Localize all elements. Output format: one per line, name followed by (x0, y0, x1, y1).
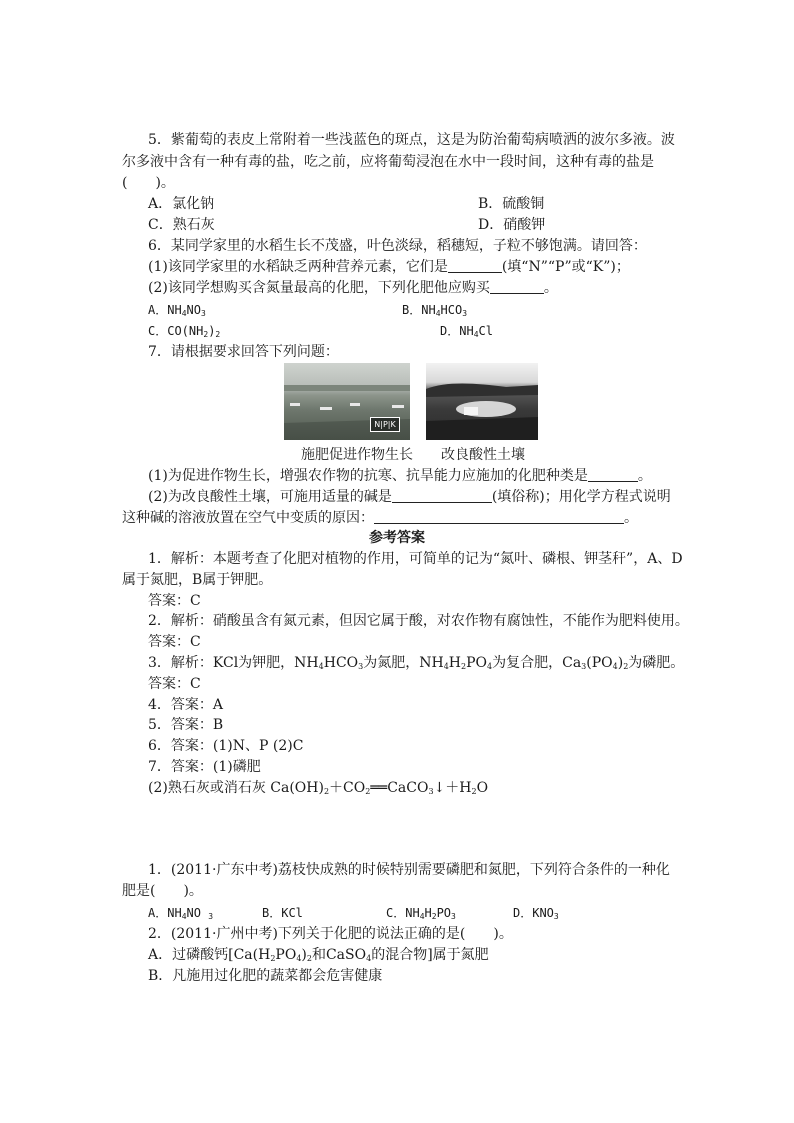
q6-stem: 6．某同学家里的水稻生长不茂盛，叶色淡绿，稻穗短，子粒不够饱满。请回答： (148, 238, 647, 254)
equation-text: ↓＋H (433, 780, 472, 796)
formula-text: H (424, 906, 432, 920)
q5-line2: 尔多液中含有一种有毒的盐，吃之前，应将葡萄浸泡在水中一段时间，这种有毒的盐是 (122, 154, 654, 170)
tree-line (426, 384, 538, 398)
subscript: 4 (318, 662, 324, 671)
subscript: 2 (270, 954, 276, 963)
q6-part1-text: (1)该同学家里的水稻缺乏两种营养元素，它们是 (148, 259, 448, 275)
field-ground (426, 417, 538, 440)
subscript: 3 (553, 912, 559, 921)
equation-text: O (476, 780, 489, 796)
answer-4: 4．答案：A (148, 697, 224, 713)
answer-text: H (448, 655, 462, 671)
subscript: 3 (581, 662, 587, 671)
subscript: 2 (323, 787, 330, 796)
subscript: 2 (215, 330, 221, 339)
option-text: PO (275, 947, 297, 963)
npk-sign: N|P|K (370, 417, 400, 432)
subscript: 2 (365, 787, 371, 796)
fertilizer-bag (290, 403, 300, 406)
answer-text: 为氮肥，NH (363, 655, 444, 671)
formula-text: D．NH (440, 324, 474, 338)
answer-5: 5．答案：B (148, 717, 224, 733)
answers-title: 参考答案 (369, 530, 425, 546)
subscript: 2 (471, 787, 477, 796)
subscript: 4 (443, 662, 449, 671)
formula-text: A．NH (148, 906, 182, 920)
q6-part2 (148, 278, 708, 298)
fertilizer-bag (392, 405, 404, 408)
q5-option-d: D．硝酸钾 (478, 217, 546, 233)
formula-text: C．NH (386, 906, 420, 920)
answer-text: 为复合肥，Ca (492, 655, 582, 671)
answer-7-equation (148, 778, 708, 798)
q6-part2-text: (2)该同学想购买含氮量最高的化肥，下列化肥他应购买 (148, 280, 490, 296)
subscript: 4 (366, 954, 372, 963)
formula-text: PO (436, 906, 452, 920)
answer-blank (448, 258, 502, 273)
part2-q1-option-c (386, 903, 516, 923)
subscript: 3 (428, 787, 434, 796)
answer-blank (392, 488, 492, 503)
q6-part2-end: 。 (543, 280, 558, 296)
q7-part1 (148, 466, 708, 486)
answer-text: HCO (323, 655, 359, 671)
q6-option-d (440, 321, 640, 341)
soil-improvement-photo (426, 363, 538, 440)
subscript: 4 (612, 662, 618, 671)
equation-text: ══CaCO (370, 780, 429, 796)
option-text: A．过磷酸钙[Ca(H (148, 947, 271, 963)
option-text: ) (301, 947, 307, 963)
subscript: 2 (203, 330, 209, 339)
q7-part2 (148, 487, 708, 507)
subscript: 2 (461, 662, 467, 671)
answer-2-result: 答案：C (148, 634, 201, 650)
part2-q1-option-d (513, 903, 613, 923)
answer-1-result: 答案：C (148, 593, 201, 609)
answer-text: ) (617, 655, 624, 671)
part2-q2-line1: 2．(2011·广州中考)下列关于化肥的说法正确的是( )。 (148, 926, 513, 942)
q7-part1-text: (1)为促进作物生长，增强农作物的抗寒、抗旱能力应施加的化肥种类是 (148, 468, 588, 484)
answer-3-line1 (148, 653, 708, 673)
q5-option-a: A．氯化钠 (148, 196, 215, 212)
subscript: 3 (462, 309, 468, 318)
q7-part3 (122, 508, 682, 528)
subscript: 4 (473, 330, 479, 339)
q5-line3: ( )。 (122, 175, 175, 191)
tree-line (284, 385, 410, 391)
answer-text: 3．解析：KCl为钾肥，NH (148, 655, 319, 671)
option-text: 的混合物]属于氮肥 (371, 947, 489, 963)
answer-7: 7．答案：(1)磷肥 (148, 759, 261, 775)
formula-text: NO (186, 906, 209, 920)
formula-text: HCO (440, 303, 463, 317)
subscript: 2 (306, 954, 312, 963)
answer-blank (374, 509, 624, 524)
q6-option-b (402, 300, 602, 320)
option-text: 和CaSO (311, 947, 367, 963)
subscript: 3 (358, 662, 364, 671)
q7-part2-hint: (填俗称)；用化学方程式说明 (491, 489, 671, 505)
subscript: 4 (296, 954, 302, 963)
q6-part1 (148, 257, 708, 277)
formula-text: D．KNO (513, 906, 554, 920)
fertilizer-bag (320, 407, 332, 410)
subscript: 3 (451, 912, 456, 921)
q5-option-c: C．熟石灰 (148, 217, 215, 233)
formula-text: A．NH (148, 303, 182, 317)
part2-q1-line1: 1．(2011·广东中考)荔枝快成熟的时候特别需要磷肥和氮肥，下列符合条件的一种化 (148, 862, 670, 878)
formula-text: ) (208, 324, 216, 338)
answer-text: PO (466, 655, 488, 671)
photo-caption-fertilizer: 施肥促进作物生长 (301, 447, 413, 463)
q5-option-b: B．硫酸铜 (478, 196, 545, 212)
q7-part1-end: 。 (637, 468, 652, 484)
q7-stem: 7．请根据要求回答下列问题： (148, 344, 339, 360)
answer-1-line2: 属于氮肥，B属于钾肥。 (122, 572, 273, 588)
fertilizer-field-photo (284, 363, 410, 440)
subscript: 4 (435, 309, 441, 318)
q7-part2-text: (2)为改良酸性土壤，可施用适量的碱是 (148, 489, 392, 505)
fertilizer-bag (350, 403, 360, 406)
subscript: 3 (208, 912, 214, 921)
formula-text: B．NH (402, 303, 436, 317)
answer-3-result: 答案：C (148, 676, 201, 692)
tractor (464, 407, 478, 415)
q7-part3-text: 这种碱的溶液放置在空气中变质的原因： (122, 510, 374, 526)
subscript: 2 (431, 912, 437, 921)
subscript: 4 (419, 912, 425, 921)
answer-2-line1: 2．解析：硝酸虽含有氮元素，但因它属于酸，对农作物有腐蚀性，不能作为肥料使用。 (148, 613, 689, 629)
answer-text: 为磷肥。 (628, 655, 685, 671)
q5-line1: 5．紫葡萄的表皮上常附着一些浅蓝色的斑点，这是为防治葡萄病喷洒的波尔多液。波 (148, 132, 675, 148)
photo-caption-soil: 改良酸性土壤 (441, 447, 525, 463)
q6-part1-hint: (填“N”“P”或“K”)； (501, 259, 630, 275)
formula-text: C．CO(NH (148, 324, 204, 338)
soil-illustration (426, 363, 538, 440)
subscript: 4 (487, 662, 493, 671)
part2-q1-option-b: B．KCl (262, 906, 303, 920)
equation-text: (2)熟石灰或消石灰 Ca(OH) (148, 780, 324, 796)
q7-part3-end: 。 (624, 510, 638, 526)
part2-q2-option-b: B．凡施用过化肥的蔬菜都会危害健康 (148, 968, 383, 984)
subscript: 4 (181, 912, 187, 921)
formula-text: Cl (478, 324, 493, 338)
answer-blank (588, 467, 638, 482)
part2-q2-option-a (148, 945, 708, 965)
subscript: 4 (181, 309, 187, 318)
answer-6: 6．答案：(1)N、P (2)C (148, 738, 304, 754)
answer-text: (PO (586, 655, 613, 671)
part2-q1-line2: 肥是( )。 (122, 883, 203, 899)
subscript: 3 (200, 309, 206, 318)
subscript: 2 (623, 662, 629, 671)
formula-text: NO (186, 303, 201, 317)
answer-blank (490, 279, 544, 294)
equation-text: ＋CO (329, 780, 366, 796)
answer-1-line1: 1．解析：本题考查了化肥对植物的作用，可简单的记为“氮叶、磷根、钾茎秆”，A、D (148, 551, 683, 567)
